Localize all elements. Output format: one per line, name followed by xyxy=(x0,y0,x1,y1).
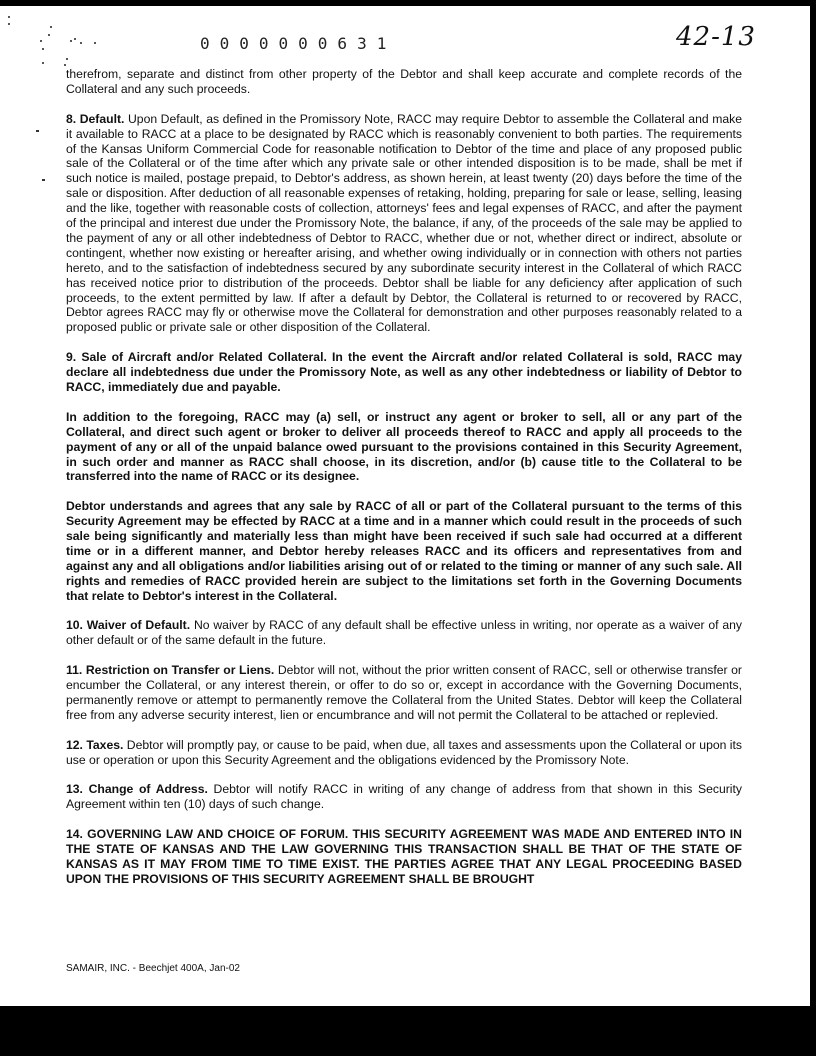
section-9-sale-of-aircraft: 9. Sale of Aircraft and/or Related Collateral. In the event the Aircraft and/or related Collateral is sold, RACC may declare all indebtedness due under the Promissory Note, as well as any other indebtedness or liability of Debtor to RACC, immediately due and payable. xyxy=(66,350,742,394)
section-text: Debtor will promptly pay, or cause to be paid, when due, all taxes and assessments upon the Collateral or upon its use or operation or upon this Security Agreement and the obligations evidenced by the Promissory Note. xyxy=(66,737,742,767)
margin-mark xyxy=(36,130,39,132)
section-14-governing-law: 14. GOVERNING LAW AND CHOICE OF FORUM. THIS SECURITY AGREEMENT WAS MADE AND ENTERED INTO IN THE STATE OF KANSAS AND THE LAW GOVERNING THIS TRANSACTION SHALL BE THAT OF THE STATE OF KANSAS AS IT MAY FROM TIME TO TIME EXIST. THE PARTIES AGREE THAT ANY LEGAL PROCEEDING BASED UPON THE PROVISIONS OF THIS SECURITY AGREEMENT SHALL BE BROUGHT xyxy=(66,827,742,886)
section-13-change-of-address xyxy=(66,782,742,812)
section-11-restriction xyxy=(66,663,742,723)
section-8-default xyxy=(66,112,742,336)
document-body xyxy=(66,67,742,902)
section-text: Upon Default, as defined in the Promissory Note, RACC may require Debtor to assemble the Collateral and make it available to RACC at a place to be designated by RACC which is reasonably convenient to both parties. The requirements of the Kansas Uniform Commercial Code for reasonable notification to Debtor of the time and place of any proposed public sale of the Collateral or of the time after which any private sale or other intended disposition is to be made, shall be met if such notice is mailed, postage prepaid, to Debtor's address, as shown herein, at least twenty (20) days before the time of the sale or disposition. After deduction of all reasonable expenses of retaking, holding, preparing for sale or lease, selling, leasing and the like, together with reasonable costs of collection, attorneys' fees and legal expenses of RACC, and after the payment of the principal and interest due under the Promissory Note, the balance, if any, of the proceeds of the sale may be applied to the payment of any or all other indebtedness of Debtor to RACC, whether due or not, whether direct or indirect, absolute or contingent, whether now existing or hereafter arising, and whether owing individually or in connection with others not parties hereto, and to the satisfaction of indebtedness secured by any subordinate security interest in the Collateral of which RACC has received notice prior to distribution of the proceeds. Debtor shall be liable for any deficiency after application of such proceeds, to the extent permitted by law. If after a default by Debtor, the Collateral is returned to or recovered by RACC, Debtor agrees RACC may fly or otherwise move the Collateral for demonstration and other purposes reasonably related to a proposed public or private sale or other disposition of the Collateral. xyxy=(66,111,742,335)
section-10-waiver xyxy=(66,618,742,648)
document-number: 0000000631 xyxy=(200,34,397,53)
section-heading: 11. Restriction on Transfer or Liens. xyxy=(66,663,275,678)
section-text: Debtor will notify RACC in writing of any change of address from that shown in this Security Agreement within ten (10) days of such change. xyxy=(66,782,742,812)
document-page xyxy=(0,6,810,1006)
handwritten-annotation: 42-13 xyxy=(676,22,756,52)
section-12-taxes xyxy=(66,738,742,768)
document-footer: SAMAIR, INC. - Beechjet 400A, Jan-02 xyxy=(66,963,240,974)
section-text: No waiver by RACC of any default shall be effective unless in writing, nor operate as a waiver of any other default or of the same default in the future. xyxy=(66,618,743,648)
section-heading: 12. Taxes. xyxy=(66,737,124,752)
paragraph-continuation: therefrom, separate and distinct from other property of the Debtor and shall keep accurate and complete records of the Collateral and any such proceeds. xyxy=(66,67,742,96)
section-9-foregoing: In addition to the foregoing, RACC may (a) sell, or instruct any agent or broker to sell, all or any part of the Collateral, and direct such agent or broker to deliver all proceeds thereof to RACC and apply all proceeds to the payment of any or all of the unpaid balance owed pursuant to the provisions contained in this Security Agreement, in such order and manner as RACC shall choose, in its discretion, and/or (b) cause title to the Collateral to be transferred into the name of RACC or its designee. xyxy=(66,409,742,484)
margin-mark xyxy=(42,179,45,181)
section-heading: 8. Default. xyxy=(66,111,125,126)
section-heading: 13. Change of Address. xyxy=(66,782,208,797)
section-heading: 10. Waiver of Default. xyxy=(66,618,191,633)
section-9-debtor-understands: Debtor understands and agrees that any sale by RACC of all or part of the Collateral pursuant to the terms of this Security Agreement may be effected by RACC at a time and in a manner which could result in the proceeds of such sale being significantly and materially less than might have been received if such sale had occurred at a different time or in a different manner, and Debtor hereby releases RACC and its officers and representatives from and against any and all obligations and/or liabilities arising out of or related to the timing or manner of any such sale. All rights and remedies of RACC provided herein are subject to the limitations set forth in the Governing Documents that relate to Debtor's interest in the Collateral. xyxy=(66,499,742,603)
section-text: Debtor will not, without the prior written consent of RACC, sell or otherwise transfer or encumber the Collateral, or any interest therein, or offer to do so or, except in accordance with the Governing Documents, permanently remove or attempt to permanently remove the Collateral from the United States. Debtor will keep the Collateral free from any adverse security interest, lien or encumbrance and will not permit the Collateral to be attached or replevied. xyxy=(66,663,742,722)
